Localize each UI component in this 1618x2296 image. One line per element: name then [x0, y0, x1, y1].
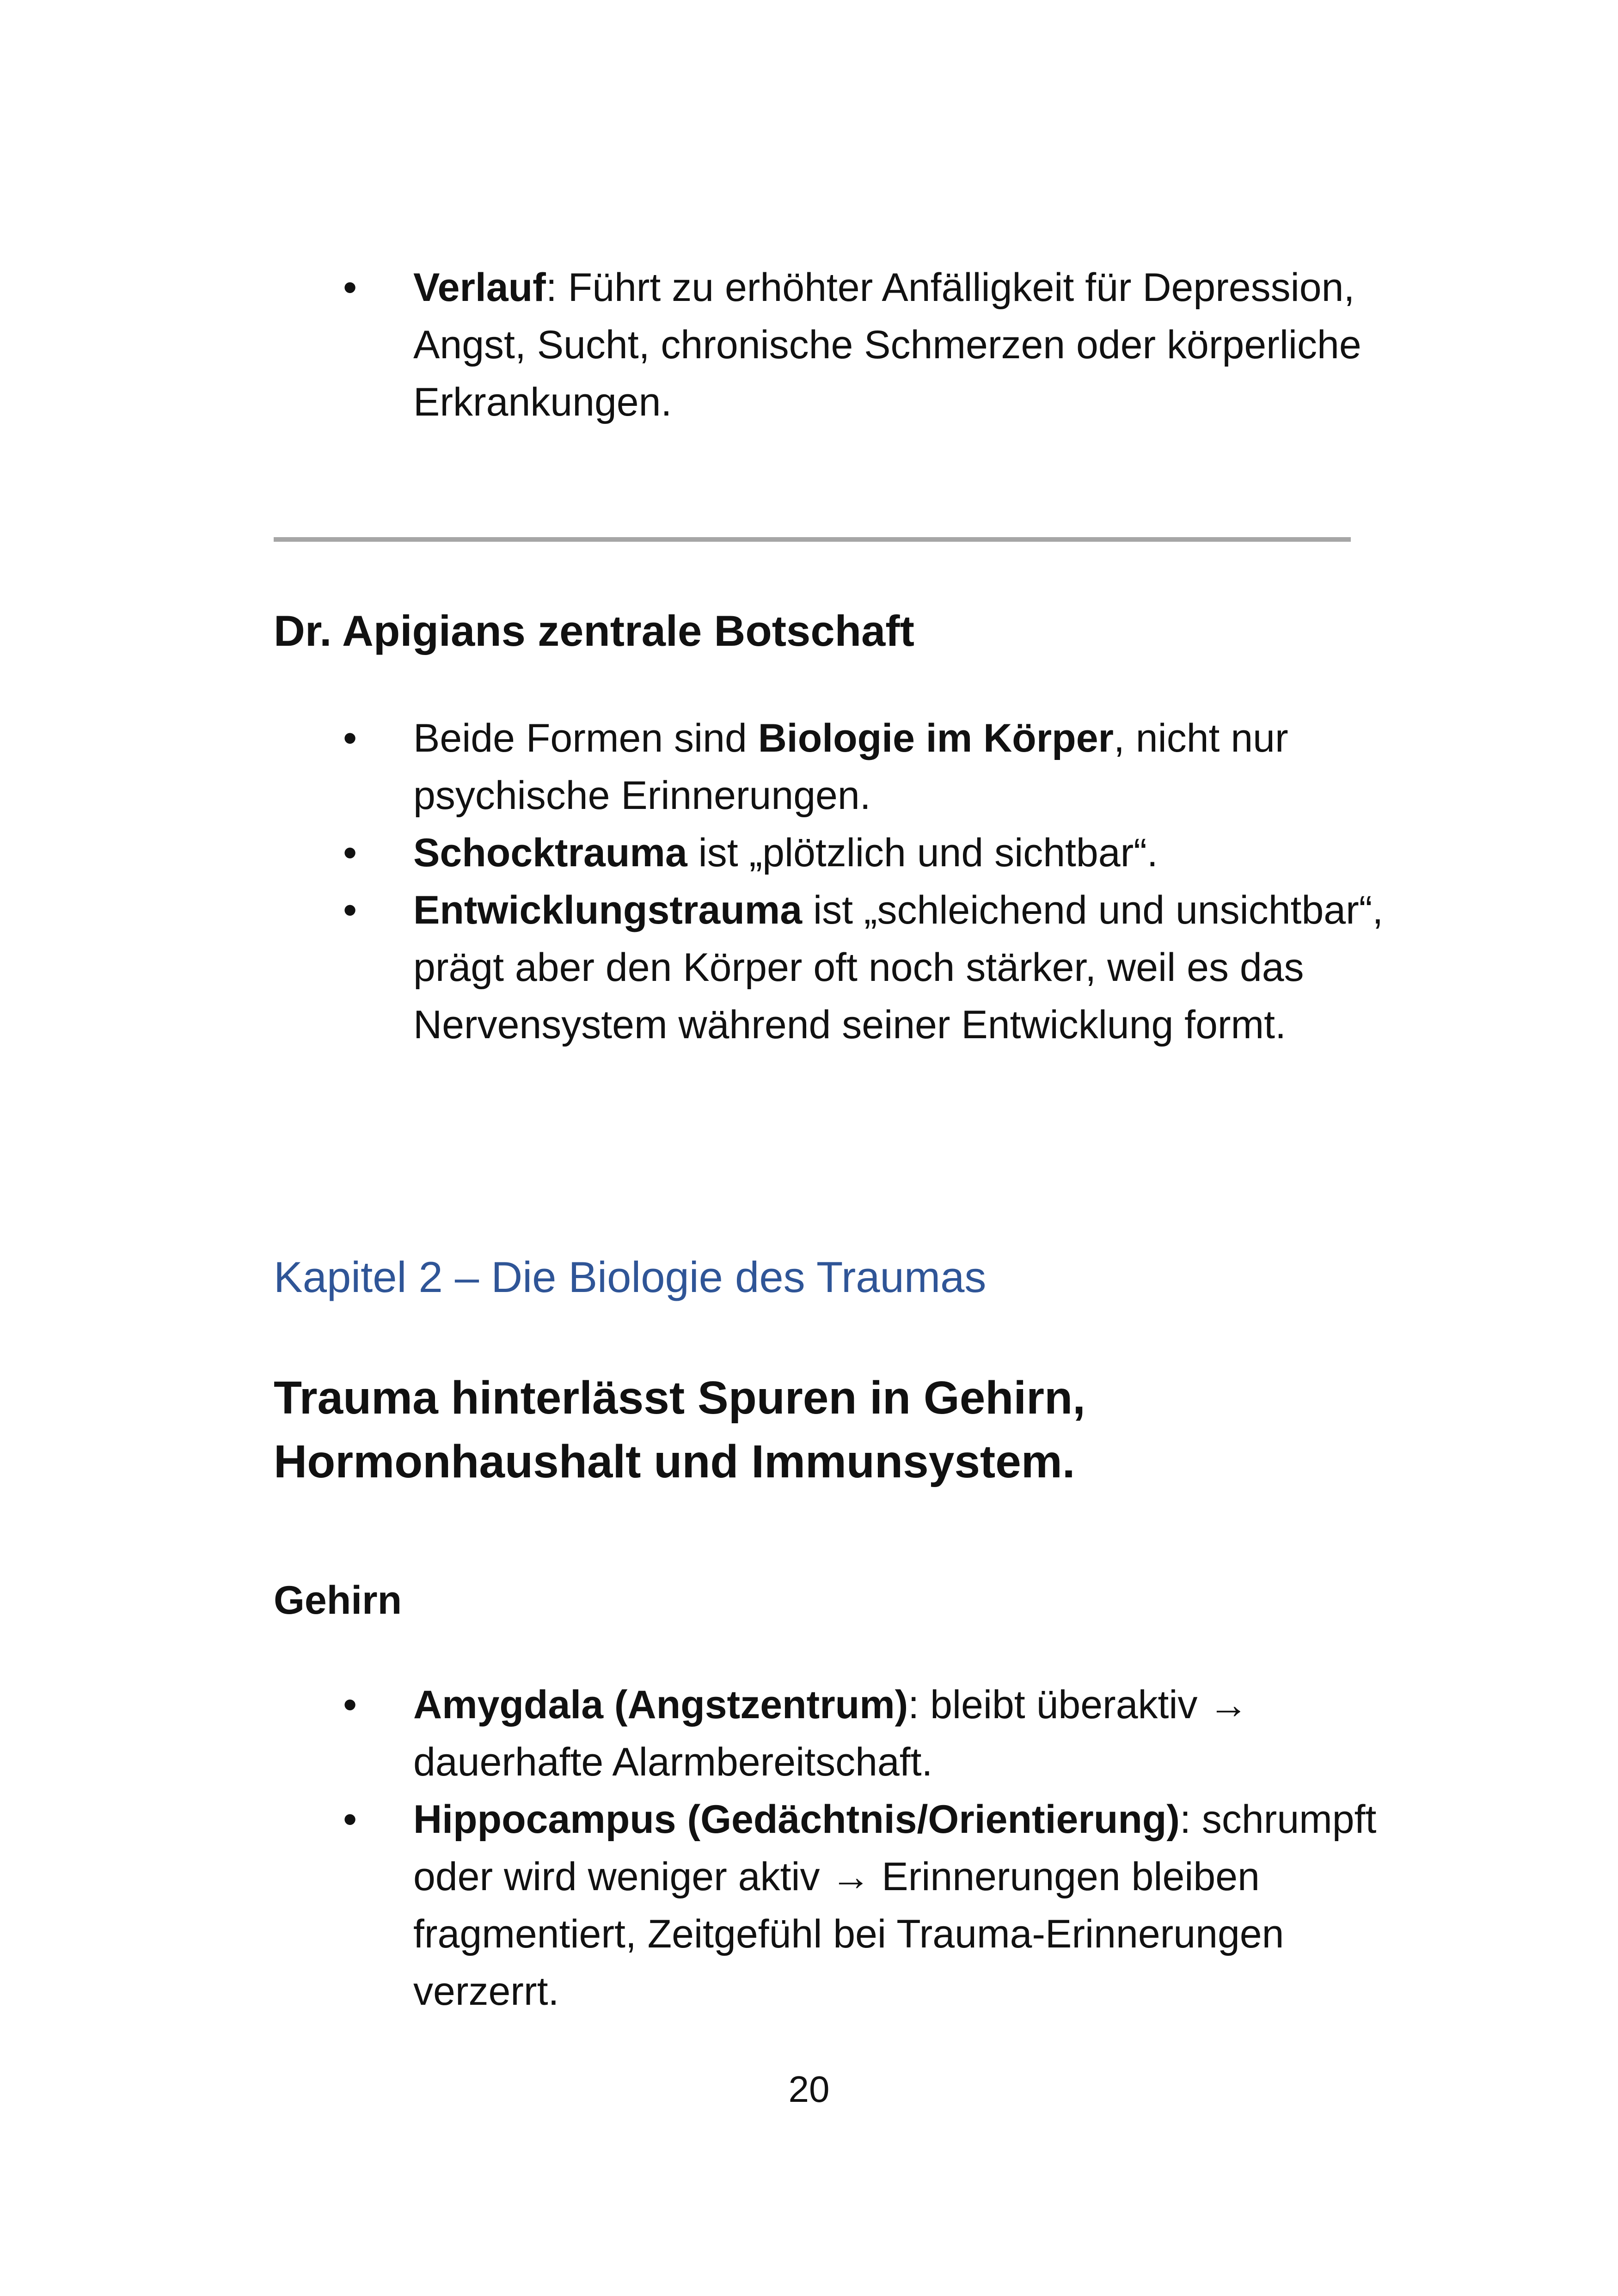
list-item: [274, 710, 1384, 824]
section-heading-botschaft: Dr. Apigians zentrale Botschaft: [274, 606, 914, 655]
list-item-term: Amygdala (Angstzentrum): [413, 1683, 908, 1727]
list-item-text: ist „schleichend und unsichtbar“, prägt aber den Körper oft noch stärker, weil es das Nervensystem während seiner Entwicklung formt.: [413, 888, 1384, 1047]
list-item-term: Biologie im Körper: [758, 716, 1114, 760]
list-item-text: : Führt zu erhöhter Anfälligkeit für Depression, Angst, Sucht, chronische Schmerzen oder körperliche Erkrankungen.: [413, 265, 1361, 424]
list-item: [274, 824, 1384, 882]
bullet-icon: •: [343, 1683, 357, 1727]
subheading-gehirn: Gehirn: [274, 1578, 402, 1623]
bullet-list-botschaft: [274, 710, 1384, 1053]
list-item: [274, 259, 1384, 431]
list-item: [274, 1791, 1384, 2020]
list-item-term: Verlauf: [413, 265, 546, 310]
bullet-icon: •: [343, 265, 357, 310]
list-item: [274, 882, 1384, 1053]
bullet-icon: •: [343, 831, 357, 875]
list-item-text: , nicht nur psychische Erinnerungen.: [413, 716, 1288, 818]
page-number: 20: [788, 2069, 830, 2110]
list-item: [274, 1676, 1384, 1791]
horizontal-divider: [274, 537, 1351, 542]
bullet-list-verlauf: [274, 259, 1384, 431]
chapter-lead-heading: Trauma hinterlässt Spuren in Gehirn, Hormonhaushalt und Immunsystem.: [274, 1372, 1085, 1488]
list-item-term: Entwicklungstrauma: [413, 888, 803, 932]
list-item-text: ist „plötzlich und sichtbar“.: [687, 831, 1158, 875]
chapter-title: Kapitel 2 – Die Biologie des Traumas: [274, 1253, 987, 1301]
bullet-icon: •: [343, 716, 357, 760]
bullet-list-gehirn: [274, 1676, 1384, 2020]
list-item-pre: Beide Formen sind: [413, 716, 758, 760]
list-item-term: Schocktrauma: [413, 831, 687, 875]
list-item-term: Hippocampus (Gedächtnis/Orientierung): [413, 1797, 1180, 1842]
list-item-text: : schrumpft oder wird weniger aktiv → Erinnerungen bleiben fragmentiert, Zeitgefühl bei Trauma-Erinnerungen verzerrt.: [413, 1797, 1377, 2014]
bullet-icon: •: [343, 888, 357, 932]
bullet-icon: •: [343, 1797, 357, 1842]
list-item-text: : bleibt überaktiv → dauerhafte Alarmbereitschaft.: [413, 1683, 1249, 1784]
